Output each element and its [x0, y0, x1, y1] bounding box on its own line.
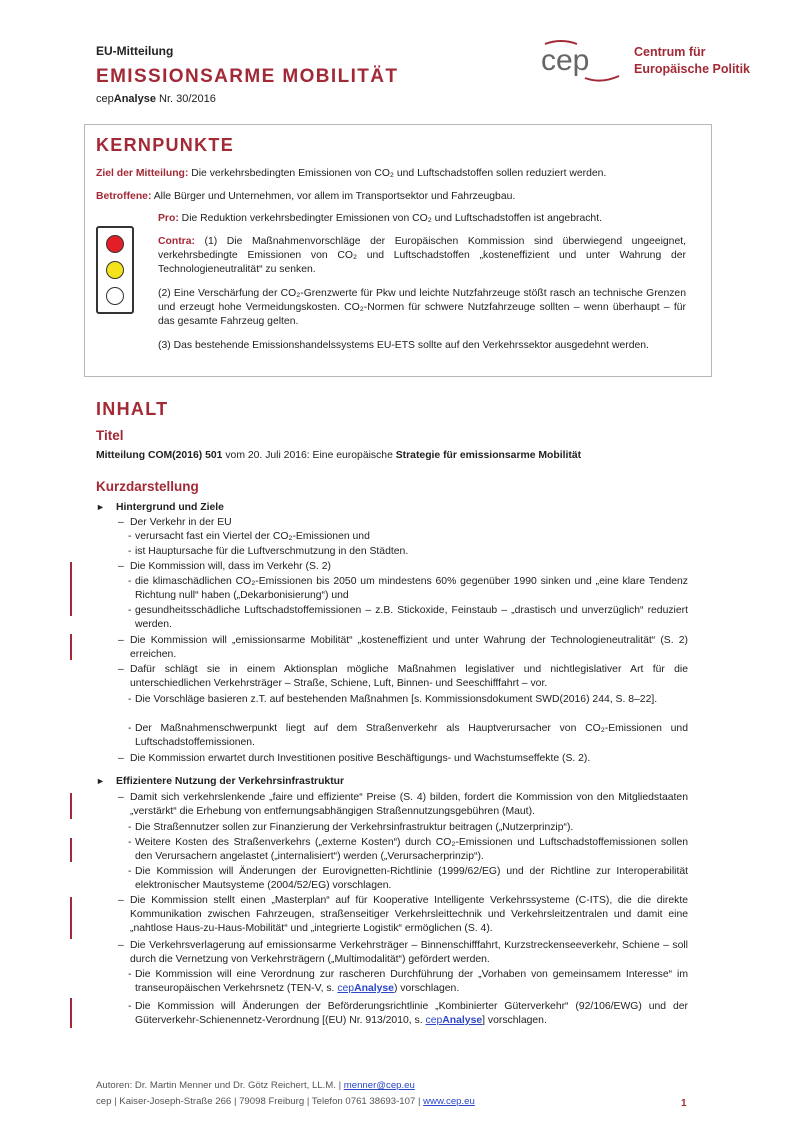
change-marker: [70, 838, 72, 862]
cep-analyse-link[interactable]: cepAnalyse: [337, 982, 394, 994]
red-lamp-icon: [106, 235, 124, 253]
change-marker: [70, 897, 72, 939]
kurzdarstellung-heading: Kurzdarstellung: [96, 479, 199, 494]
list-item: – Die Kommission erwartet durch Investitionen positive Beschäftigungs- und Wachstumseffekte (S. 2).: [118, 753, 591, 764]
list-item: – Die Kommission stellt einen „Masterplan“ auf für Kooperative Intelligente Verkehrssysteme (C-ITS), die die direkte Kommunikation zwischen Fahrzeugen, straßenseitiger Verkehrsleittechnik und Verkehrsleitzentralen und damit eine „nahtlose Haus-zu-Haus-Mobilität“ und „integrierte Logistik“ ermöglichen (S. 4).: [118, 895, 688, 934]
arrow-right-icon: ►: [96, 776, 105, 786]
list-item: – Die Kommission will „emissionsarme Mobilität“ „kosteneffizient und unter Wahrung der Technologieneutralität“ (S. 2) erreichen.: [118, 635, 688, 660]
traffic-light-icon: [96, 226, 134, 314]
contra-paragraph: Contra: (1) Die Maßnahmenvorschläge der Europäischen Kommission sind überwiegend ungeeignet, verkehrsbedingte Emissionen von CO₂ und Luftschadstoffen „kosteneffizient und unter Wahrung der Technologieneutralität“ zu senken.: [158, 236, 686, 275]
pro-paragraph: Pro: Die Reduktion verkehrsbedingter Emissionen von CO₂ und Luftschadstoffen ist angebracht.: [158, 213, 602, 224]
list-item: - Der Maßnahmenschwerpunkt liegt auf dem Straßenverkehr als Hauptverursacher von CO₂-Emissionen und Luftschadstoffemissionen.: [128, 723, 688, 748]
inhalt-heading: INHALT: [96, 399, 169, 419]
cep-analyse-link[interactable]: cepAnalyse: [425, 1014, 483, 1026]
cep-logo-icon: [539, 40, 634, 84]
list-item: - verursacht fast ein Viertel der CO₂-Emissionen und: [128, 531, 370, 542]
titel-heading: Titel: [96, 428, 124, 443]
contra-paragraph-3: (3) Das bestehende Emissionshandelssystems EU-ETS sollte auf den Verkehrssektor ausgedehnt werden.: [158, 340, 649, 351]
footer-authors: Autoren: Dr. Martin Menner und Dr. Götz Reichert, LL.M. | menner@cep.eu: [96, 1080, 415, 1091]
change-marker: [70, 562, 72, 616]
list-item: – Der Verkehr in der EU: [118, 517, 232, 528]
list-item: - Weitere Kosten des Straßenverkehrs („externe Kosten“) durch CO₂-Emissionen und Luftschadstoffemissionen sollen den Verursachern angelastet („internalisiert“) werden („Verursacherprinzip“).: [128, 837, 688, 862]
list-item: - ist Hauptursache für die Luftverschmutzung in den Städten.: [128, 546, 409, 557]
list-item: - die klimaschädlichen CO₂-Emissionen bis 2050 um mindestens 60% gegenüber 1990 sinken und „eine klare Tendenz Richtung null“ haben („Dekarbonisierung“) und: [128, 576, 688, 601]
kernpunkte-heading: KERNPUNKTE: [96, 135, 235, 155]
list-item: – Dafür schlägt sie in einem Aktionsplan mögliche Maßnahmen legislativer und nichtlegislativer Art für die unterschiedlichen Verkehrsträger – Straße, Schiene, Luft, Binnen- und Seeschifffahrt – vor.: [118, 664, 688, 689]
section-heading-infrastruktur: ► Effizientere Nutzung der Verkehrsinfrastruktur: [96, 776, 345, 787]
betroffene-line: Betroffene: Alle Bürger und Unternehmen, vor allem im Transportsektor und Fahrzeugbau.: [96, 191, 516, 202]
white-lamp-icon: [106, 287, 124, 305]
list-item: - Die Vorschläge basieren z.T. auf bestehenden Maßnahmen [s. Kommissionsdokument SWD(2016) 244, S. 8–22].: [128, 694, 658, 705]
list-item: – Damit sich verkehrslenkende „faire und effiziente“ Preise (S. 4) bilden, fordert die Kommission von den Mitgliedstaaten „verstärkt“ die Erhebung von entfernungsabhängigen Straßennutzungsgebühren (Maut).: [118, 792, 688, 817]
organization-name: Centrum für Europäische Politik: [634, 45, 751, 76]
footer-address: cep | Kaiser-Joseph-Straße 266 | 79098 Freiburg | Telefon 0761 38693-107 | www.cep.eu: [96, 1096, 475, 1107]
document-type-label: EU-Mitteilung: [96, 44, 174, 58]
yellow-lamp-icon: [106, 261, 124, 279]
ziel-line: Ziel der Mitteilung: Die verkehrsbedingten Emissionen von CO₂ und Luftschadstoffen sollen reduziert werden.: [96, 168, 607, 179]
titel-text: Mitteilung COM(2016) 501 vom 20. Juli 2016: Eine europäische Strategie für emissionsarme Mobilität: [96, 450, 582, 461]
list-item: - Die Kommission will Änderungen der Beförderungsrichtlinie „Kombinierter Güterverkehr“ (92/106/EWG) und der Güterverkehr-Schienennetz-Verordnung [(EU) Nr. 913/2010, s. cepAnalyse] vorschlagen.: [128, 1001, 688, 1026]
list-item: – Die Verkehrsverlagerung auf emissionsarme Verkehrsträger – Binnenschifffahrt, Kurzstreckenseeverkehr, Schiene – soll durch die Vernetzung von Verkehrsträgern („Multimodalität“) gefördert werden.: [118, 940, 688, 965]
change-marker: [70, 793, 72, 819]
change-marker: [70, 998, 72, 1028]
email-link[interactable]: menner@cep.eu: [343, 1080, 415, 1091]
arrow-right-icon: ►: [96, 502, 105, 512]
page-number: 1: [681, 1098, 687, 1109]
change-marker: [70, 634, 72, 660]
list-item: - Die Kommission will eine Verordnung zur rascheren Durchführung der „Vorhaben von gemeinsamem Interesse“ im transeuropäischen Verkehrsnetz (TEN-V, s. cepAnalyse) vorschlagen.: [128, 969, 688, 994]
analyse-number: cepAnalyse Nr. 30/2016: [96, 93, 216, 105]
website-link[interactable]: www.cep.eu: [423, 1096, 475, 1107]
list-item: – Die Kommission will, dass im Verkehr (S. 2): [118, 561, 331, 572]
list-item: - gesundheitsschädliche Luftschadstoffemissionen – z.B. Stickoxide, Feinstaub – „drastisch und unverzüglich“ reduziert werden.: [128, 605, 688, 630]
document-title: EMISSIONSARME MOBILITÄT: [96, 66, 399, 87]
section-heading-hintergrund: ► Hintergrund und Ziele: [96, 502, 224, 513]
contra-paragraph-2: (2) Eine Verschärfung der CO₂-Grenzwerte für Pkw und leichte Nutzfahrzeuge stößt rasch an technische Grenzen und erzeugt hohe Vermeidungskosten. CO₂-Normen für schwere Nutzfahrzeuge sollten – wenn überhaupt – für das gesamte Fahrzeug gelten.: [158, 288, 686, 327]
list-item: - Die Kommission will Änderungen der Eurovignetten-Richtlinie (1999/62/EG) und der Richtline zur Interoperabilität elektronischer Mautsysteme (2004/52/EG) vorschlagen.: [128, 866, 688, 891]
svg-text:cep: cep: [541, 44, 590, 77]
list-item: - Die Straßennutzer sollen zur Finanzierung der Verkehrsinfrastruktur beitragen („Nutzerprinzip“).: [128, 822, 574, 833]
